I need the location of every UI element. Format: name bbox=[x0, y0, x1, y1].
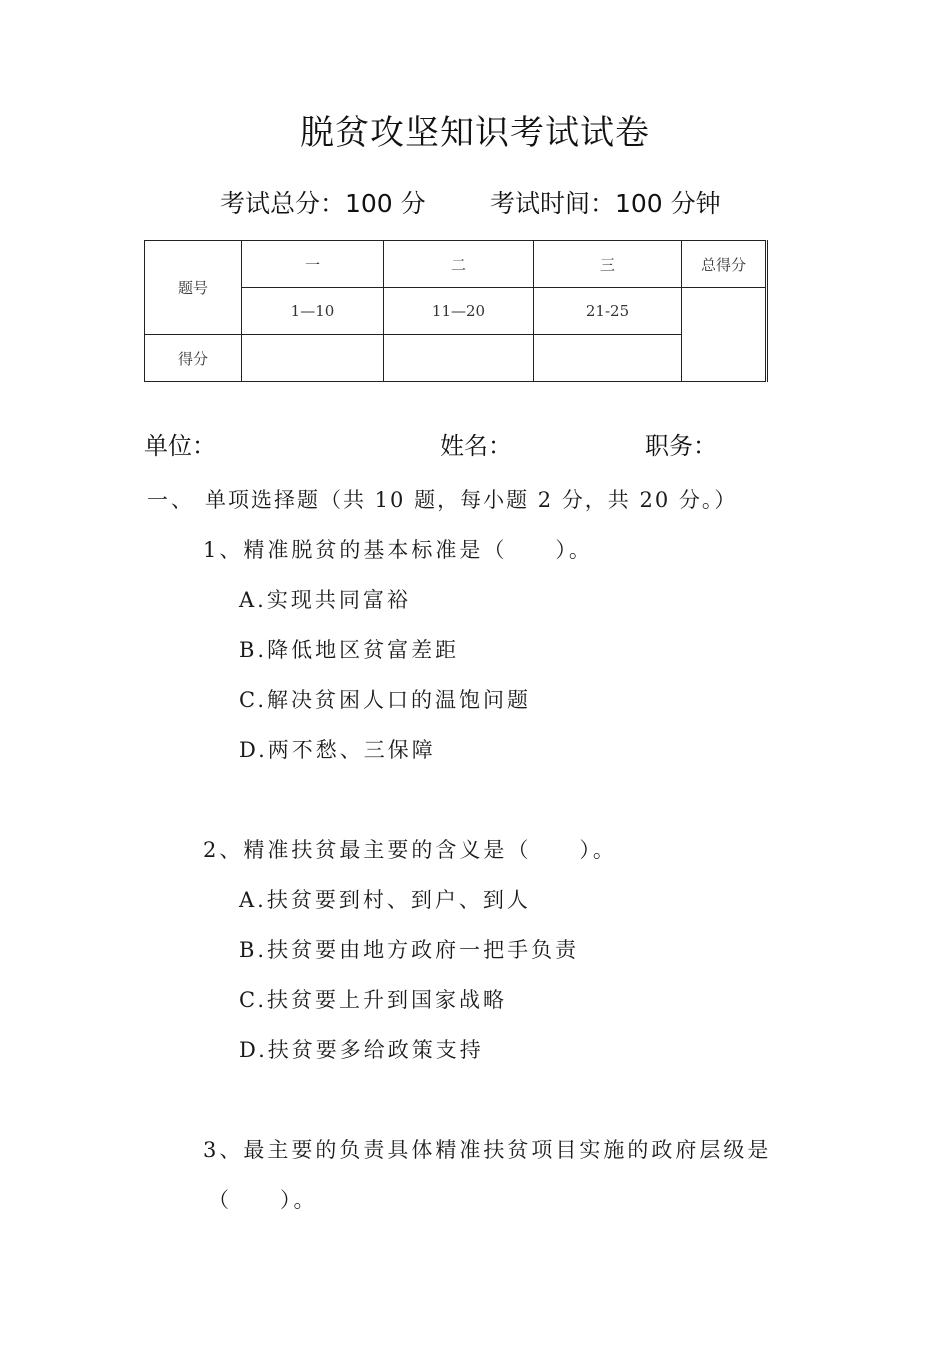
table-row bbox=[145, 335, 767, 382]
score-row-header: 得分 bbox=[145, 335, 242, 382]
score-cell-3[interactable] bbox=[534, 335, 682, 382]
question-2-option-c: C.扶贫要上升到国家战略 bbox=[239, 988, 507, 1012]
section-header-2: 二 bbox=[384, 241, 534, 288]
job-label: 职务： bbox=[645, 432, 717, 460]
question-3: 3、最主要的负责具体精准扶贫项目实施的政府层级是 bbox=[203, 1138, 772, 1162]
question-no-header: 题号 bbox=[145, 241, 242, 335]
section-header-1: 一 bbox=[242, 241, 384, 288]
unit-label: 单位： bbox=[144, 432, 216, 460]
score-table bbox=[144, 240, 768, 382]
question-1-option-a: A.实现共同富裕 bbox=[239, 588, 411, 612]
question-1-option-d: D.两不愁、三保障 bbox=[239, 738, 436, 762]
range-cell-1: 1—10 bbox=[242, 288, 384, 335]
question-2-option-b: B.扶贫要由地方政府一把手负责 bbox=[239, 938, 580, 962]
total-score-cell[interactable] bbox=[682, 288, 767, 382]
question-2-option-a: A.扶贫要到村、到户、到人 bbox=[239, 888, 531, 912]
score-cell-2[interactable] bbox=[384, 335, 534, 382]
table-row bbox=[145, 241, 767, 288]
score-cell-1[interactable] bbox=[242, 335, 384, 382]
section-heading: 单项选择题（共 10 题，每小题 2 分，共 20 分。） bbox=[205, 488, 738, 512]
name-label: 姓名： bbox=[440, 432, 512, 460]
total-score-header: 总得分 bbox=[682, 241, 767, 288]
question-2: 2、精准扶贫最主要的含义是（ ）。 bbox=[203, 838, 617, 862]
section-header-3: 三 bbox=[534, 241, 682, 288]
exam-title: 脱贫攻坚知识考试试卷 bbox=[300, 113, 650, 153]
range-cell-3: 21-25 bbox=[534, 288, 682, 335]
exam-time: 考试时间：100 分钟 bbox=[490, 189, 721, 218]
range-cell-2: 11—20 bbox=[384, 288, 534, 335]
question-1: 1、精准脱贫的基本标准是（ ）。 bbox=[203, 538, 593, 562]
question-1-option-b: B.降低地区贫富差距 bbox=[239, 638, 460, 662]
section-number: 一、 bbox=[147, 488, 195, 512]
question-2-option-d: D.扶贫要多给政策支持 bbox=[239, 1038, 484, 1062]
question-3-continuation: （ ）。 bbox=[208, 1188, 318, 1212]
total-score: 考试总分：100 分 bbox=[220, 189, 426, 218]
question-1-option-c: C.解决贫困人口的温饱问题 bbox=[239, 688, 531, 712]
